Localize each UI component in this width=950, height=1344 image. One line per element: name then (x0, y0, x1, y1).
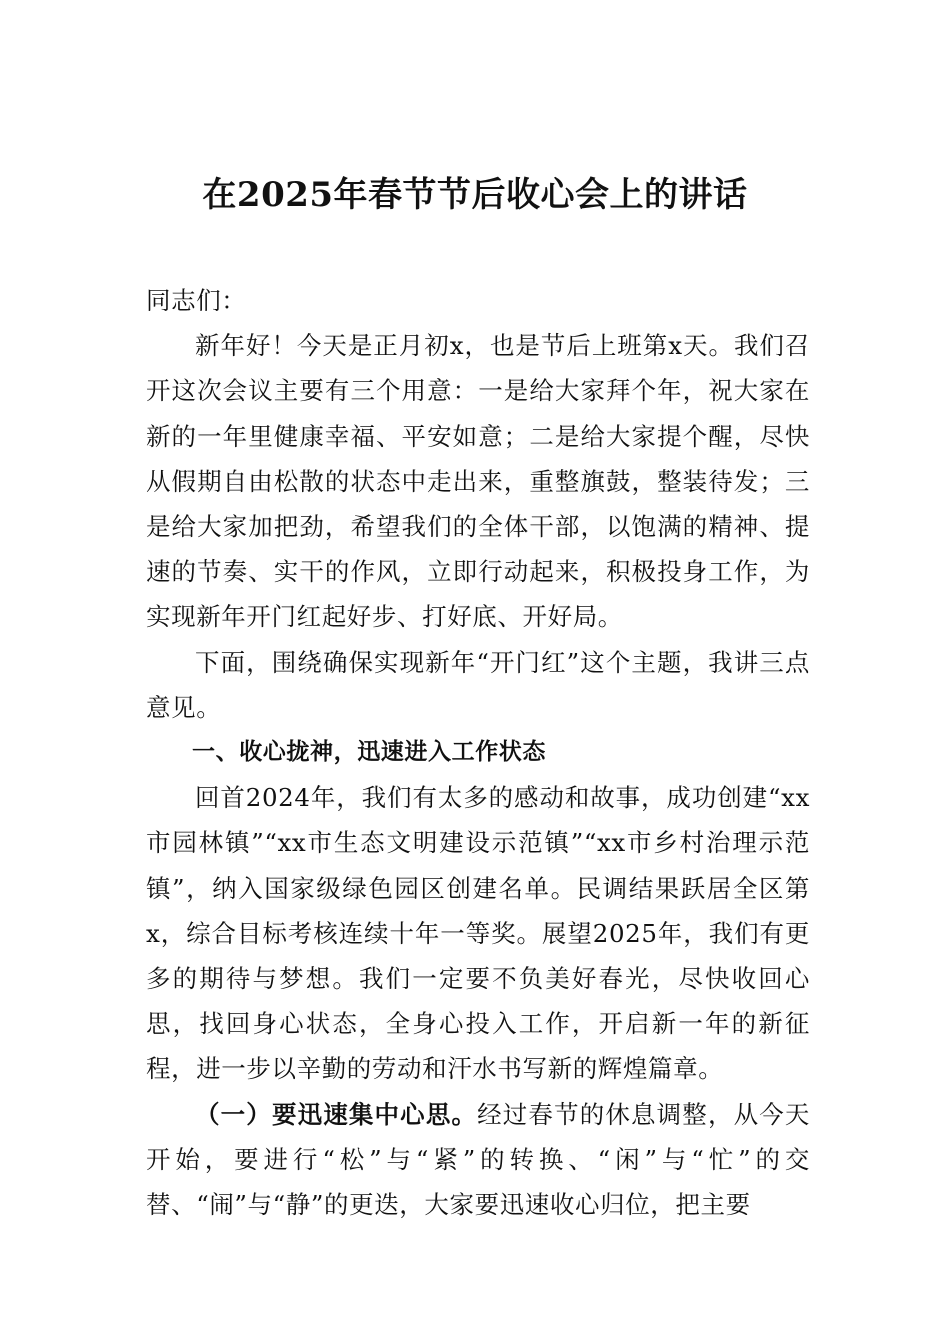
paragraph-opening: 新年好！今天是正月初x，也是节后上班第x天。我们召开这次会议主要有三个用意：一是给大家拜个年，祝大家在新的一年里健康幸福、平安如意；二是给大家提个醒，尽快从假期自由松散的状态中走出来，重整旗鼓，整装待发；三是给大家加把劲，希望我们的全体干部，以饱满的精神、提速的节奏、实干的作风，立即行动起来，积极投身工作，为实现新年开门红起好步、打好底、开好局。 (146, 331, 810, 632)
subpoint-text: 经过春节的休息调整，从今天开始，要进行“松”与“紧”的转换、“闲”与“忙”的交替、“闹”与“静”的更迭，大家要迅速收心归位，把主要 (146, 1099, 810, 1220)
document-title: 在2025年春节节后收心会上的讲话 (202, 175, 748, 215)
section-heading-1: 一、收心拢神，迅速进入工作状态 (192, 739, 546, 766)
salutation: 同志们： (146, 286, 247, 315)
paragraph-subpoint-1 (146, 1092, 810, 1228)
document-body (146, 278, 810, 1227)
subpoint-heading: （一）要迅速集中心思。 (195, 1099, 478, 1129)
paragraph-outline: 下面，围绕确保实现新年“开门红”这个主题，我讲三点意见。 (146, 647, 810, 722)
paragraph-review: 回首2024年，我们有太多的感动和故事，成功创建“xx市园林镇”“xx市生态文明建设示范镇”“xx市乡村治理示范镇”，纳入国家级绿色园区创建名单。民调结果跃居全区第x，综合目标考核连续十年一等奖。展望2025年，我们有更多的期待与梦想。我们一定要不负美好春光，尽快收回心思，找回身心状态，全身心投入工作，开启新一年的新征程，进一步以辛勤的劳动和汗水书写新的辉煌篇章。 (146, 783, 810, 1084)
